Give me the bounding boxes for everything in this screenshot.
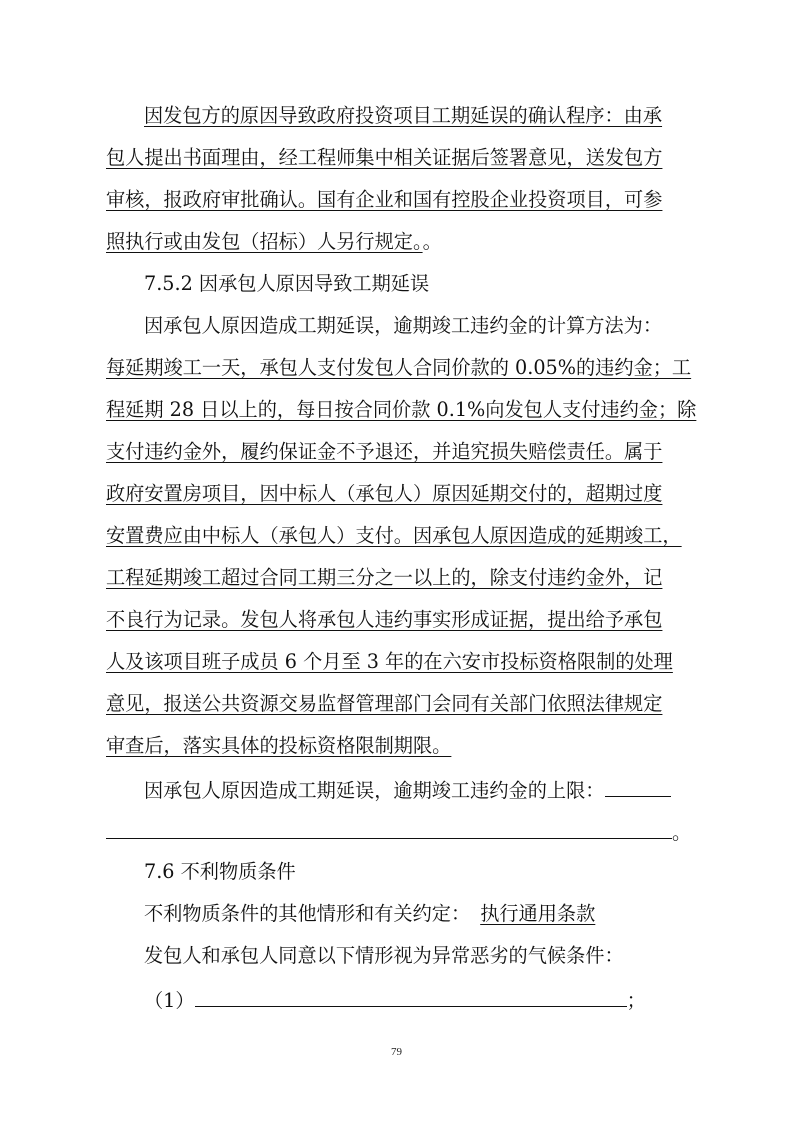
penalty-cap-line	[144, 776, 671, 803]
section-heading-7-6: 7.6 不利物质条件	[144, 860, 296, 883]
penalty-paragraph-line-10: 审查后，落实具体的投标资格限制期限。	[106, 734, 452, 757]
other-conditions-line	[144, 902, 595, 926]
penalty-paragraph-line-8: 人及该项目班子成员 6 个月至 3 年的在六安市投标资格限制的处理	[106, 650, 673, 673]
penalty-paragraph-line-9: 意见，报送公共资源交易监督管理部门会同有关部门依照法律规定	[106, 692, 663, 715]
weather-item-1-blank[interactable]	[195, 986, 627, 1007]
penalty-paragraph-line-7: 不良行为记录。发包人将承包人违约事实形成证据，提出给予承包	[106, 608, 663, 631]
penalty-cap-blank-continued[interactable]	[106, 818, 672, 839]
section-heading-7-5-2: 7.5.2 因承包人原因导致工期延误	[144, 272, 430, 295]
other-conditions-value[interactable]: 执行通用条款	[480, 902, 596, 925]
paragraph-delay-confirmation-line-3: 审核，报政府审批确认。国有企业和国有控股企业投资项目，可参	[106, 188, 663, 211]
penalty-paragraph-line-4: 政府安置房项目，因中标人（承包人）原因延期交付的，超期过度	[106, 482, 663, 505]
penalty-paragraph-line-3: 支付违约金外，履约保证金不予退还，并追究损失赔偿责任。属于	[106, 440, 663, 463]
penalty-cap-label: 因承包人原因造成工期延误，逾期竣工违约金的上限：	[144, 779, 605, 802]
paragraph-delay-confirmation-line-1: 因发包方的原因导致政府投资项目工期延误的确认程序：由承	[144, 104, 663, 127]
penalty-paragraph-line-2: 程延期 28 日以上的，每日按合同价款 0.1%向发包人支付违约金；除	[106, 398, 697, 421]
penalty-cap-continuation: 。	[106, 818, 691, 845]
penalty-paragraph-line-6: 工程延期竣工超过合同工期三分之一以上的，除支付违约金外，记	[106, 566, 663, 589]
penalty-intro: 因承包人原因造成工期延误，逾期竣工违约金的计算方法为：	[144, 314, 663, 337]
weather-item-1-label: （1）	[144, 989, 195, 1012]
penalty-paragraph-line-1: 每延期竣工一天，承包人支付发包人合同价款的 0.05%的违约金；工	[106, 356, 692, 379]
penalty-paragraph-line-5: 安置费应由中标人（承包人）支付。因承包人原因造成的延期竣工，	[106, 524, 682, 547]
penalty-cap-blank[interactable]	[605, 776, 671, 797]
other-conditions-label: 不利物质条件的其他情形和有关约定：	[144, 902, 471, 925]
paragraph-delay-confirmation-line-4: 照执行或由发包（招标）人另行规定。。	[106, 230, 442, 253]
weather-item-1: （1） ；	[144, 986, 646, 1013]
weather-conditions-label: 发包人和承包人同意以下情形视为异常恶劣的气候条件：	[144, 944, 624, 967]
page-number: 79	[391, 1046, 402, 1058]
paragraph-delay-confirmation-line-2: 包人提出书面理由，经工程师集中相关证据后签署意见，送发包方	[106, 146, 663, 169]
